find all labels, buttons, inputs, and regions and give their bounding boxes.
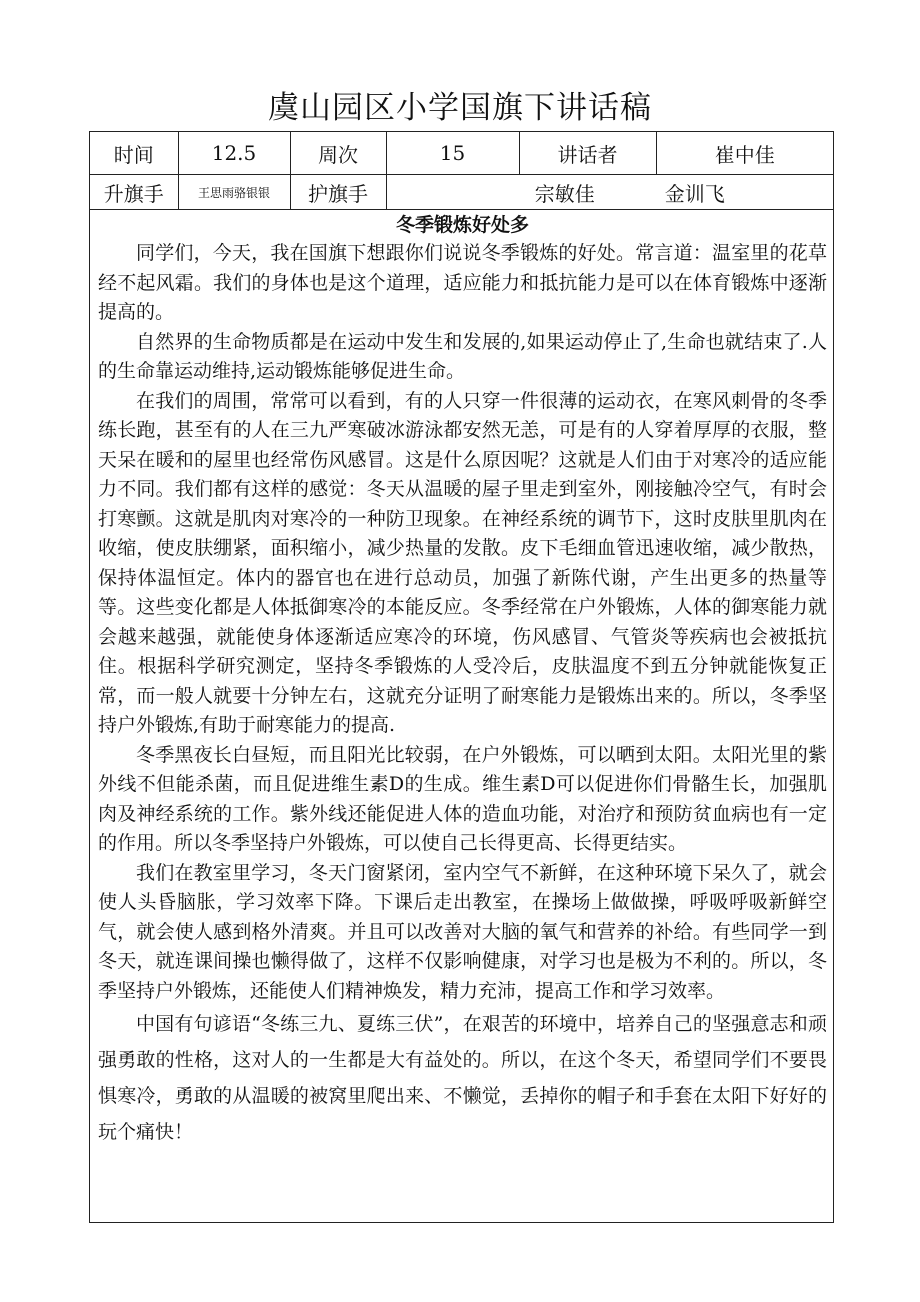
- speech-paragraph-4: 冬季黑夜长白昼短，而且阳光比较弱，在户外锻炼，可以晒到太阳。太阳光里的紫外线不但能杀菌，而且促进维生素D的生成。维生素D可以促进你们骨骼生长，加强肌肉及神经系统的工作。紫外线还能促进人体的造血功能，对治疗和预防贫血病也有一定的作用。所以冬季坚持户外锻炼，可以使自己长得更高、长得更结实。: [98, 743, 827, 854]
- speech-form: [89, 131, 834, 1223]
- speaker-label: 讲话者: [519, 132, 656, 175]
- time-label: 时间: [90, 132, 178, 175]
- speech-paragraph-3: 在我们的周围，常常可以看到，有的人只穿一件很薄的运动衣，在寒风刺骨的冬季练长跑，甚至有的人在三九严寒破冰游泳都安然无恙，可是有的人穿着厚厚的衣服，整天呆在暖和的屋里也经常伤风感冒。这是什么原因呢？这就是人们由于对寒冷的适应能力不同。我们都有这样的感觉：冬天从温暖的屋子里走到室外，刚接触冷空气，有时会打寒颤。这就是肌肉对寒冷的一种防卫现象。在神经系统的调节下，这时皮肤里肌肉在收缩，使皮肤绷紧，面积缩小，减少热量的发散。皮下毛细血管迅速收缩，减少散热，保持体温恒定。体内的器官也在进行总动员，加强了新陈代谢，产生出更多的热量等等。这些变化都是人体抵御寒冷的本能反应。冬季经常在户外锻炼，人体的御寒能力就会越来越强，就能使身体逐渐适应寒冷的环境，伤风感冒、气管炎等疾病也会被抵抗住。根据科学研究测定，坚持冬季锻炼的人受冷后，皮肤温度不到五分钟就能恢复正常，而一般人就要十分钟左右，这就充分证明了耐寒能力是锻炼出来的。所以，冬季坚持户外锻炼,有助于耐寒能力的提高.: [98, 389, 827, 736]
- flag-raiser-value: 王思雨骆银银: [178, 175, 290, 210]
- speech-paragraph-2: 自然界的生命物质都是在运动中发生和发展的,如果运动停止了,生命也就结束了.人的生命靠运动维持,运动锻炼能够促进生命。: [98, 330, 827, 382]
- info-table: [90, 132, 833, 210]
- info-row-1: [90, 132, 833, 175]
- time-value: 12.5: [178, 132, 290, 175]
- speech-paragraph-5: 我们在教室里学习，冬天门窗紧闭，室内空气不新鲜，在这种环境下呆久了，就会使人头昏脑胀，学习效率下降。下课后走出教室，在操场上做做操，呼吸呼吸新鲜空气，就会使人感到格外清爽。并且可以改善对大脑的氧气和营养的补给。有些同学一到冬天，就连课间操也懒得做了，这样不仅影响健康，对学习也是极为不利的。所以，冬季坚持户外锻炼，还能使人们精神焕发，精力充沛，提高工作和学习效率。: [98, 861, 827, 1002]
- flag-guard-cell: [386, 175, 833, 210]
- info-row-2: [90, 175, 833, 210]
- flag-guard-label: 护旗手: [290, 175, 386, 210]
- speech-body: [90, 211, 833, 1150]
- week-label: 周次: [290, 132, 386, 175]
- flag-guard-2: 金训飞: [664, 181, 725, 206]
- week-value: 15: [386, 132, 519, 175]
- speech-title: 冬季锻炼好处多: [395, 214, 529, 236]
- speech-paragraph-1: 同学们，今天，我在国旗下想跟你们说说冬季锻炼的好处。常言道：温室里的花草经不起风霜。我们的身体也是这个道理，适应能力和抵抗能力是可以在体育锻炼中逐渐提高的。: [98, 242, 827, 323]
- speech-paragraph-6: 中国有句谚语“冬练三九、夏练三伏”，在艰苦的环境中，培养自己的坚强意志和顽强勇敢的性格，这对人的一生都是大有益处的。所以，在这个冬天，希望同学们不要畏惧寒冷，勇敢的从温暖的被窝里爬出来、不懒觉，丢掉你的帽子和手套在太阳下好好的玩个痛快！: [98, 1013, 827, 1143]
- speaker-value: 崔中佳: [656, 132, 833, 175]
- page-title: 虞山园区小学国旗下讲话稿: [268, 90, 652, 126]
- flag-guard-1: 宗敏佳: [534, 181, 595, 206]
- flag-raiser-label: 升旗手: [90, 175, 178, 210]
